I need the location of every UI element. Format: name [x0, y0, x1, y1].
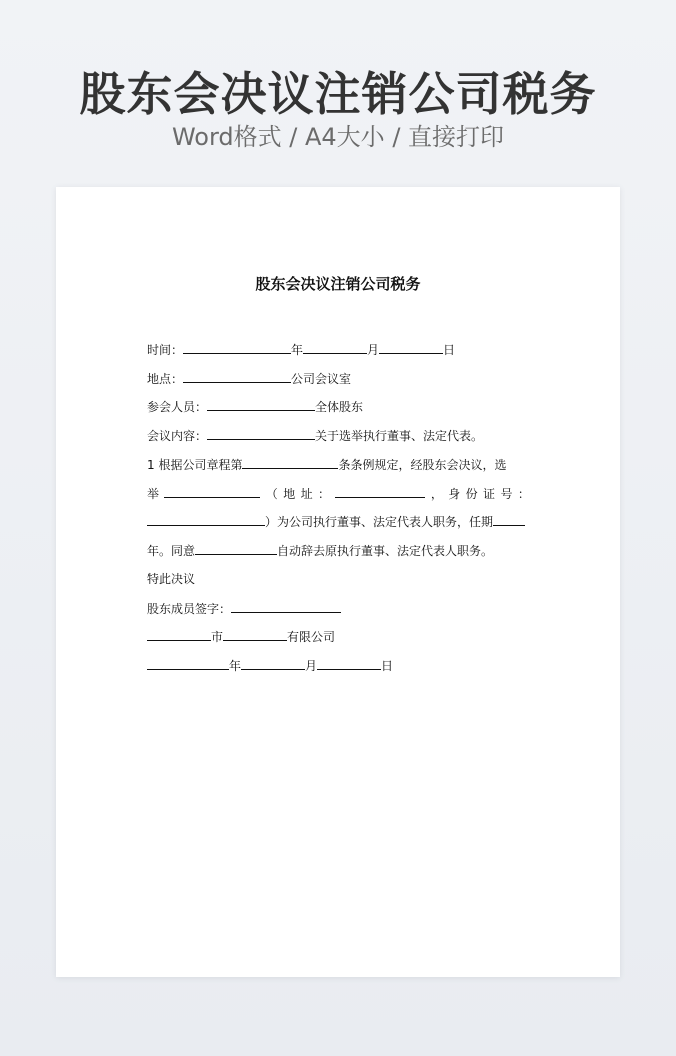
item1-address-char: 址 [300, 487, 313, 501]
content-line [147, 426, 483, 445]
date-day-label: 日 [381, 659, 394, 673]
place-label: 地点： [147, 372, 184, 386]
item1-address-char: ： [318, 487, 331, 501]
content-blank [207, 426, 315, 440]
date-line [147, 656, 393, 675]
time-month-blank [303, 340, 367, 354]
company-line [147, 627, 335, 646]
document-page [56, 187, 620, 977]
time-year-blank [183, 340, 291, 354]
item1-id-char: ： [517, 487, 530, 501]
time-month-label: 月 [367, 343, 380, 357]
date-day-blank [317, 656, 381, 670]
attendees-suffix: 全体股东 [315, 400, 364, 414]
item1-line3 [147, 512, 525, 531]
time-day-label: 日 [443, 343, 456, 357]
item1-term-blank [493, 512, 525, 526]
attendees-line [147, 397, 363, 416]
item1-line2-start: 举 [147, 487, 160, 501]
banner-title: 股东会决议注销公司税务 [79, 67, 597, 121]
place-blank [183, 369, 291, 383]
item1-address-open: （ [265, 487, 278, 501]
content-label: 会议内容： [147, 429, 208, 443]
company-city-label: 市 [211, 630, 224, 644]
item1-resign-name-blank [195, 541, 277, 555]
item1-prefix: 1 根据公司章程第 [147, 458, 243, 472]
time-label: 时间： [147, 343, 184, 357]
time-line [147, 340, 455, 359]
time-year-label: 年 [291, 343, 304, 357]
attendees-blank [207, 397, 315, 411]
banner-subtitle: Word格式 / A4大小 / 直接打印 [171, 123, 505, 151]
item1-line2 [147, 484, 530, 503]
signature-line [147, 599, 341, 618]
item1-line4-end: 自动辞去原执行董事、法定代表人职务。 [277, 544, 494, 558]
company-city-blank [147, 627, 211, 641]
item1-address-char: 地 [283, 487, 296, 501]
company-name-blank [223, 627, 287, 641]
date-month-label: 月 [305, 659, 318, 673]
time-day-blank [379, 340, 443, 354]
item1-line4-start: 年。同意 [147, 544, 196, 558]
item1-id-comma: ， [430, 487, 443, 501]
document-title: 股东会决议注销公司税务 [255, 275, 421, 293]
date-year-blank [147, 656, 229, 670]
item1-id-char: 身 [448, 487, 461, 501]
item1-line4 [147, 541, 493, 560]
attendees-label: 参会人员： [147, 400, 208, 414]
place-suffix: 公司会议室 [291, 372, 352, 386]
resolved-line: 特此决议 [147, 572, 196, 586]
item1-suffix: 条条例规定，经股东会决议，选 [338, 458, 507, 472]
item1-id-blank [147, 512, 265, 526]
date-month-blank [241, 656, 305, 670]
item1-address-blank [335, 484, 425, 498]
item1-line1 [147, 455, 506, 474]
item1-name-blank [164, 484, 260, 498]
item1-line3-mid: ）为公司执行董事、法定代表人职务，任期 [265, 515, 494, 529]
company-suffix: 有限公司 [287, 630, 336, 644]
signature-label: 股东成员签字： [147, 602, 232, 616]
item1-id-char: 份 [465, 487, 478, 501]
item1-id-char: 号 [500, 487, 513, 501]
signature-blank [231, 599, 341, 613]
item1-article-blank [242, 455, 338, 469]
item1-id-char: 证 [483, 487, 496, 501]
place-line [147, 369, 351, 388]
date-year-label: 年 [229, 659, 242, 673]
content-suffix: 关于选举执行董事、法定代表。 [315, 429, 484, 443]
